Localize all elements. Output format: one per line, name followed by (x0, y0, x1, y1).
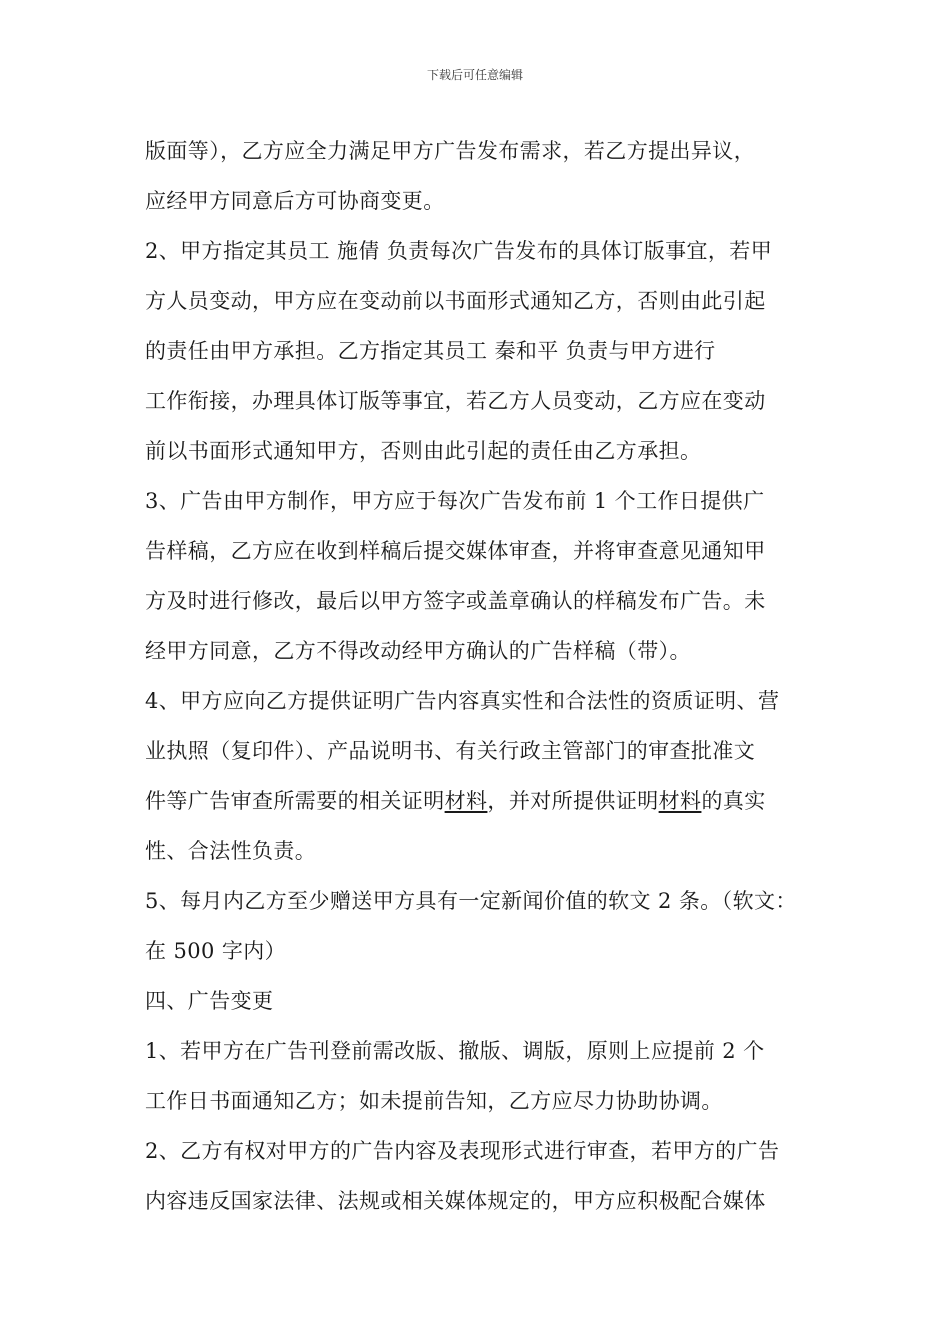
text-line-16: 5、每月内乙方至少赠送甲方具有一定新闻价值的软文 2 条。（软文： (145, 889, 797, 913)
text-line-2: 应经甲方同意后方可协商变更。 (145, 189, 445, 213)
text-line-14: 件等广告审查所需要的相关证明材料，并对所提供证明材料的真实 (145, 789, 766, 813)
underlined-term: 材料 (658, 789, 702, 813)
text-line-4: 方人员变动，甲方应在变动前以书面形式通知乙方，否则由此引起 (145, 289, 766, 313)
text-line-21: 2、乙方有权对甲方的广告内容及表现形式进行审查，若甲方的广告 (145, 1139, 780, 1163)
text-line-10: 方及时进行修改，最后以甲方签字或盖章确认的样稿发布广告。未 (145, 589, 766, 613)
text-line-7: 前以书面形式通知甲方，否则由此引起的责任由乙方承担。 (145, 439, 702, 463)
text-line-9: 告样稿，乙方应在收到样稿后提交媒体审查，并将审查意见通知甲 (145, 539, 766, 563)
text-line-1: 版面等），乙方应全力满足甲方广告发布需求，若乙方提出异议， (145, 139, 756, 163)
text-line-8: 3、广告由甲方制作，甲方应于每次广告发布前 1 个工作日提供广 (145, 489, 765, 513)
text-line-13: 业执照（复印件）、产品说明书、有关行政主管部门的审查批准文 (145, 739, 756, 763)
text-line-11: 经甲方同意，乙方不得改动经甲方确认的广告样稿（带）。 (145, 639, 691, 663)
document-body (145, 129, 825, 1229)
text-line-20: 工作日书面通知乙方；如未提前告知，乙方应尽力协助协调。 (145, 1089, 723, 1113)
text-line-22: 内容违反国家法律、法规或相关媒体规定的，甲方应积极配合媒体 (145, 1189, 766, 1213)
page-header-note: 下载后可任意编辑 (426, 68, 523, 82)
text-line-12: 4、甲方应向乙方提供证明广告内容真实性和合法性的资质证明、营 (145, 689, 780, 713)
text-line-5: 的责任由甲方承担。乙方指定其员工 秦和平 负责与甲方进行 (145, 339, 716, 363)
underlined-term: 材料 (444, 789, 488, 813)
text-line-19: 1、若甲方在广告刊登前需改版、撤版、调版，原则上应提前 2 个 (145, 1039, 765, 1063)
text-line-6: 工作衔接，办理具体订版等事宜，若乙方人员变动，乙方应在变动 (145, 389, 766, 413)
section-heading-ad-change: 四、广告变更 (145, 989, 274, 1013)
text-line-15: 性、合法性负责。 (145, 839, 317, 863)
text-line-3: 2、甲方指定其员工 施倩 负责每次广告发布的具体订版事宜，若甲 (145, 239, 773, 263)
text-line-17: 在 500 字内） (145, 939, 287, 963)
